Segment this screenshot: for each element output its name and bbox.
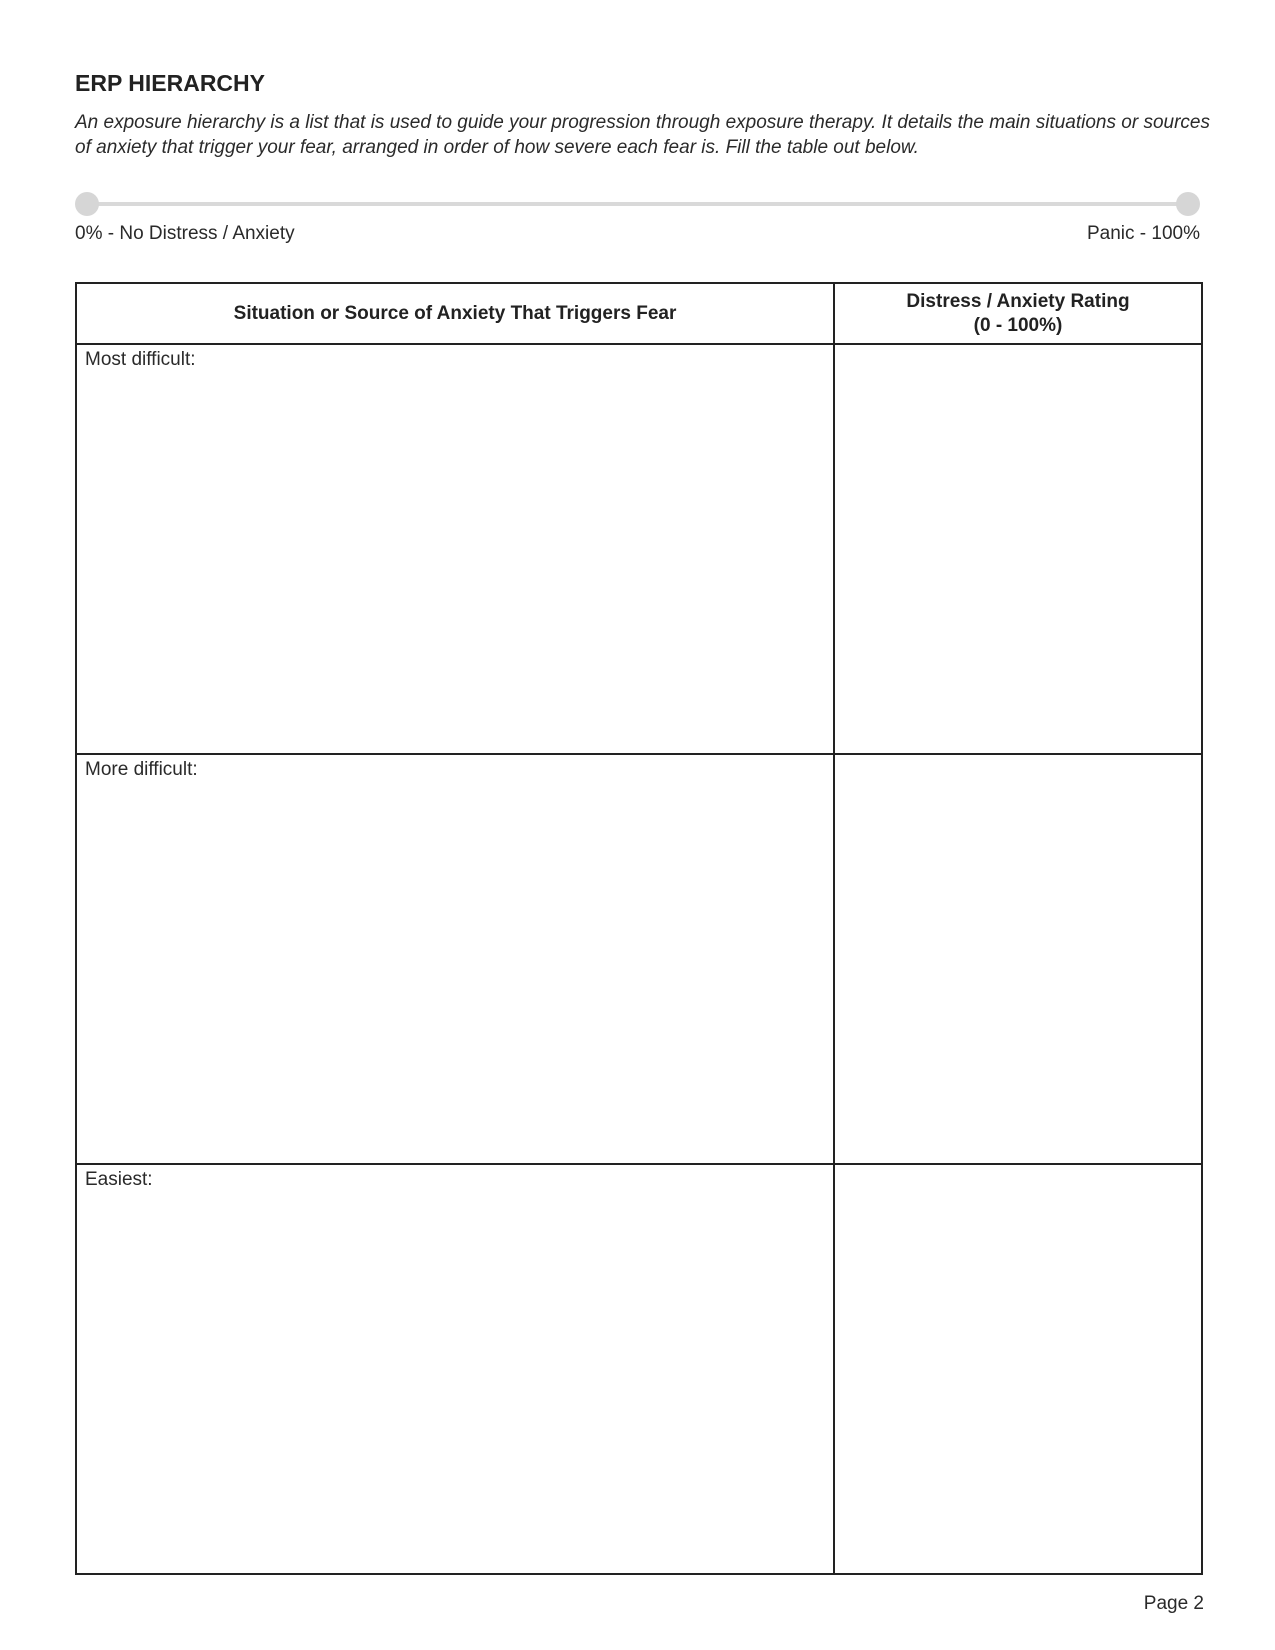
row-label-more-difficult: More difficult: [85,759,198,780]
scale-min-label: 0% - No Distress / Anxiety [75,223,295,244]
row-label-easiest: Easiest: [85,1169,153,1190]
table-header-row [76,283,1202,344]
page-number: Page 2 [1143,1593,1204,1614]
row-label-most-difficult: Most difficult: [85,349,196,370]
situation-cell-most-difficult[interactable] [76,344,834,754]
intro-paragraph: An exposure hierarchy is a list that is used to guide your progression through exposure therapy. It details the main situations or sources of anxiety that trigger your fear, arranged in order of how severe each fear is. Fill the table out below. [75,112,1210,158]
rating-cell-more-difficult[interactable] [834,754,1202,1164]
table-row [76,1164,1202,1574]
situation-cell-easiest[interactable] [76,1164,834,1574]
page-title: ERP HIERARCHY [75,70,265,96]
header-rating-title: Distress / Anxiety Rating [906,290,1130,312]
header-situation: Situation or Source of Anxiety That Triggers Fear [76,283,834,344]
distress-scale [75,192,1200,216]
situation-cell-more-difficult[interactable] [76,754,834,1164]
rating-cell-easiest[interactable] [834,1164,1202,1574]
scale-max-marker [1176,192,1200,216]
header-rating-range: (0 - 100%) [973,314,1063,336]
scale-track [87,202,1188,206]
table-row [76,754,1202,1164]
hierarchy-table [75,282,1203,1575]
table-row [76,344,1202,754]
scale-max-label: Panic - 100% [1086,223,1200,244]
header-rating [834,283,1202,344]
scale-min-marker [75,192,99,216]
rating-cell-most-difficult[interactable] [834,344,1202,754]
